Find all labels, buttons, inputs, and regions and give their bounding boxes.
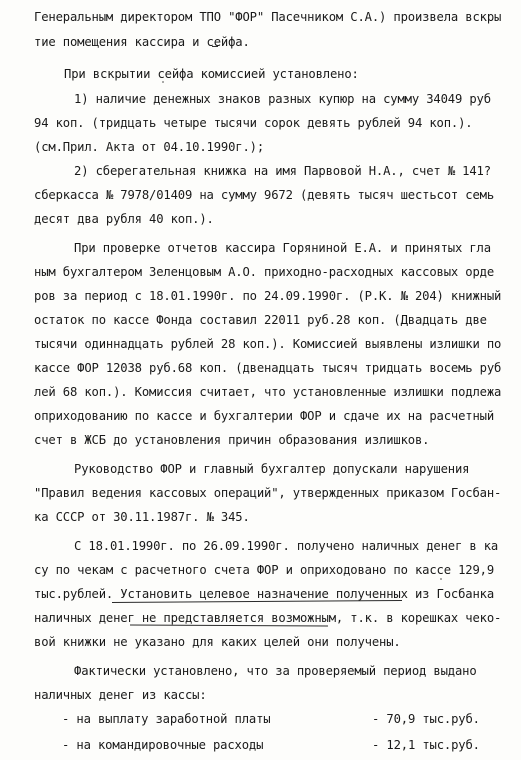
text-line: наличных денег из кассы: (34, 688, 207, 702)
text-line: 94 коп. (тридцать четыре тысячи сорок девять рублей 94 коп.). (34, 116, 473, 130)
text-line: При проверке отчетов кассира Горяниной Е.А. и принятых гла (74, 241, 491, 255)
expense-amount: - 70,9 тыс.руб. (372, 712, 480, 726)
text-line: остаток по кассе Фонда составил 22011 руб.28 коп. (Двадцать две (34, 313, 487, 327)
text-line: сберкасса № 7978/01409 на сумму 9672 (девять тысяч шестьсот семь (34, 188, 494, 202)
text-line: (см.Прил. Акта от 04.10.1990г.); (34, 140, 264, 154)
text-line: ным бухгалтером Зеленцовым А.О. приходно-расходных кассовых орде (34, 265, 494, 279)
text-line: При вскрытии сейфа комиссией установлено: (64, 67, 359, 81)
text-line: Генеральным директором ТПО "ФОР" Пасечником С.А.) произвела вскры (34, 10, 502, 24)
text-line: наличных денег не представляется возможным, т.к. в корешках чеко- (34, 611, 502, 625)
handwritten-underline (130, 624, 328, 626)
text-line: су по чекам с расчетного счета ФОР и оприходовано по кассе 129,9 (34, 563, 494, 577)
scan-speck (162, 81, 164, 83)
text-line: оприходованию по кассе и бухгалтерии ФОР и сдаче их на расчетный (34, 409, 494, 423)
expense-amount: - 12,1 тыс.руб. (372, 738, 480, 752)
scan-speck (440, 578, 442, 580)
text-line: кассе ФОР 12038 руб.68 коп. (двенадцать тысяч тридцать восемь руб (34, 361, 502, 375)
text-line: лей 68 коп.). Комиссия считает, что установленные излишки подлежа (34, 385, 502, 399)
margin-mark (212, 46, 218, 47)
text-line: Руководство ФОР и главный бухгалтер допускали нарушения (74, 462, 470, 476)
expense-label: - на выплату заработной платы (62, 712, 271, 726)
text-line: ка СССР от 30.11.1987г. № 345. (34, 510, 250, 524)
text-line: тие помещения кассира и сейфа. (34, 35, 250, 49)
text-line: С 18.01.1990г. по 26.09.1990г. получено наличных денег в ка (74, 539, 499, 553)
text-line: Фактически установлено, что за проверяемый период выдано (74, 664, 477, 678)
text-line: вой книжки не указано для каких целей они получены. (34, 635, 401, 649)
text-line: тысячи одиннадцать рублей 28 коп.). Комиссией выявлены излишки по (34, 337, 502, 351)
text-line: 2) сберегательная книжка на имя Парвовой Н.А., счет № 141? (74, 164, 491, 178)
text-line: "Правил ведения кассовых операций", утвержденных приказом Госбан- (34, 486, 502, 500)
text-line: тыс.рублей. Установить целевое назначение полученных из Госбанка (34, 587, 494, 601)
text-line: ров за период с 18.01.1990г. по 24.09.1990г. (Р.К. № 204) книжный (34, 289, 502, 303)
text-line: десят два рубля 40 коп.). (34, 212, 214, 226)
text-line: 1) наличие денежных знаков разных купюр на сумму 34049 руб (74, 92, 491, 106)
text-line: счет в ЖСБ до установления причин образования излишков. (34, 433, 430, 447)
expense-label: - на командировочные расходы (62, 738, 264, 752)
